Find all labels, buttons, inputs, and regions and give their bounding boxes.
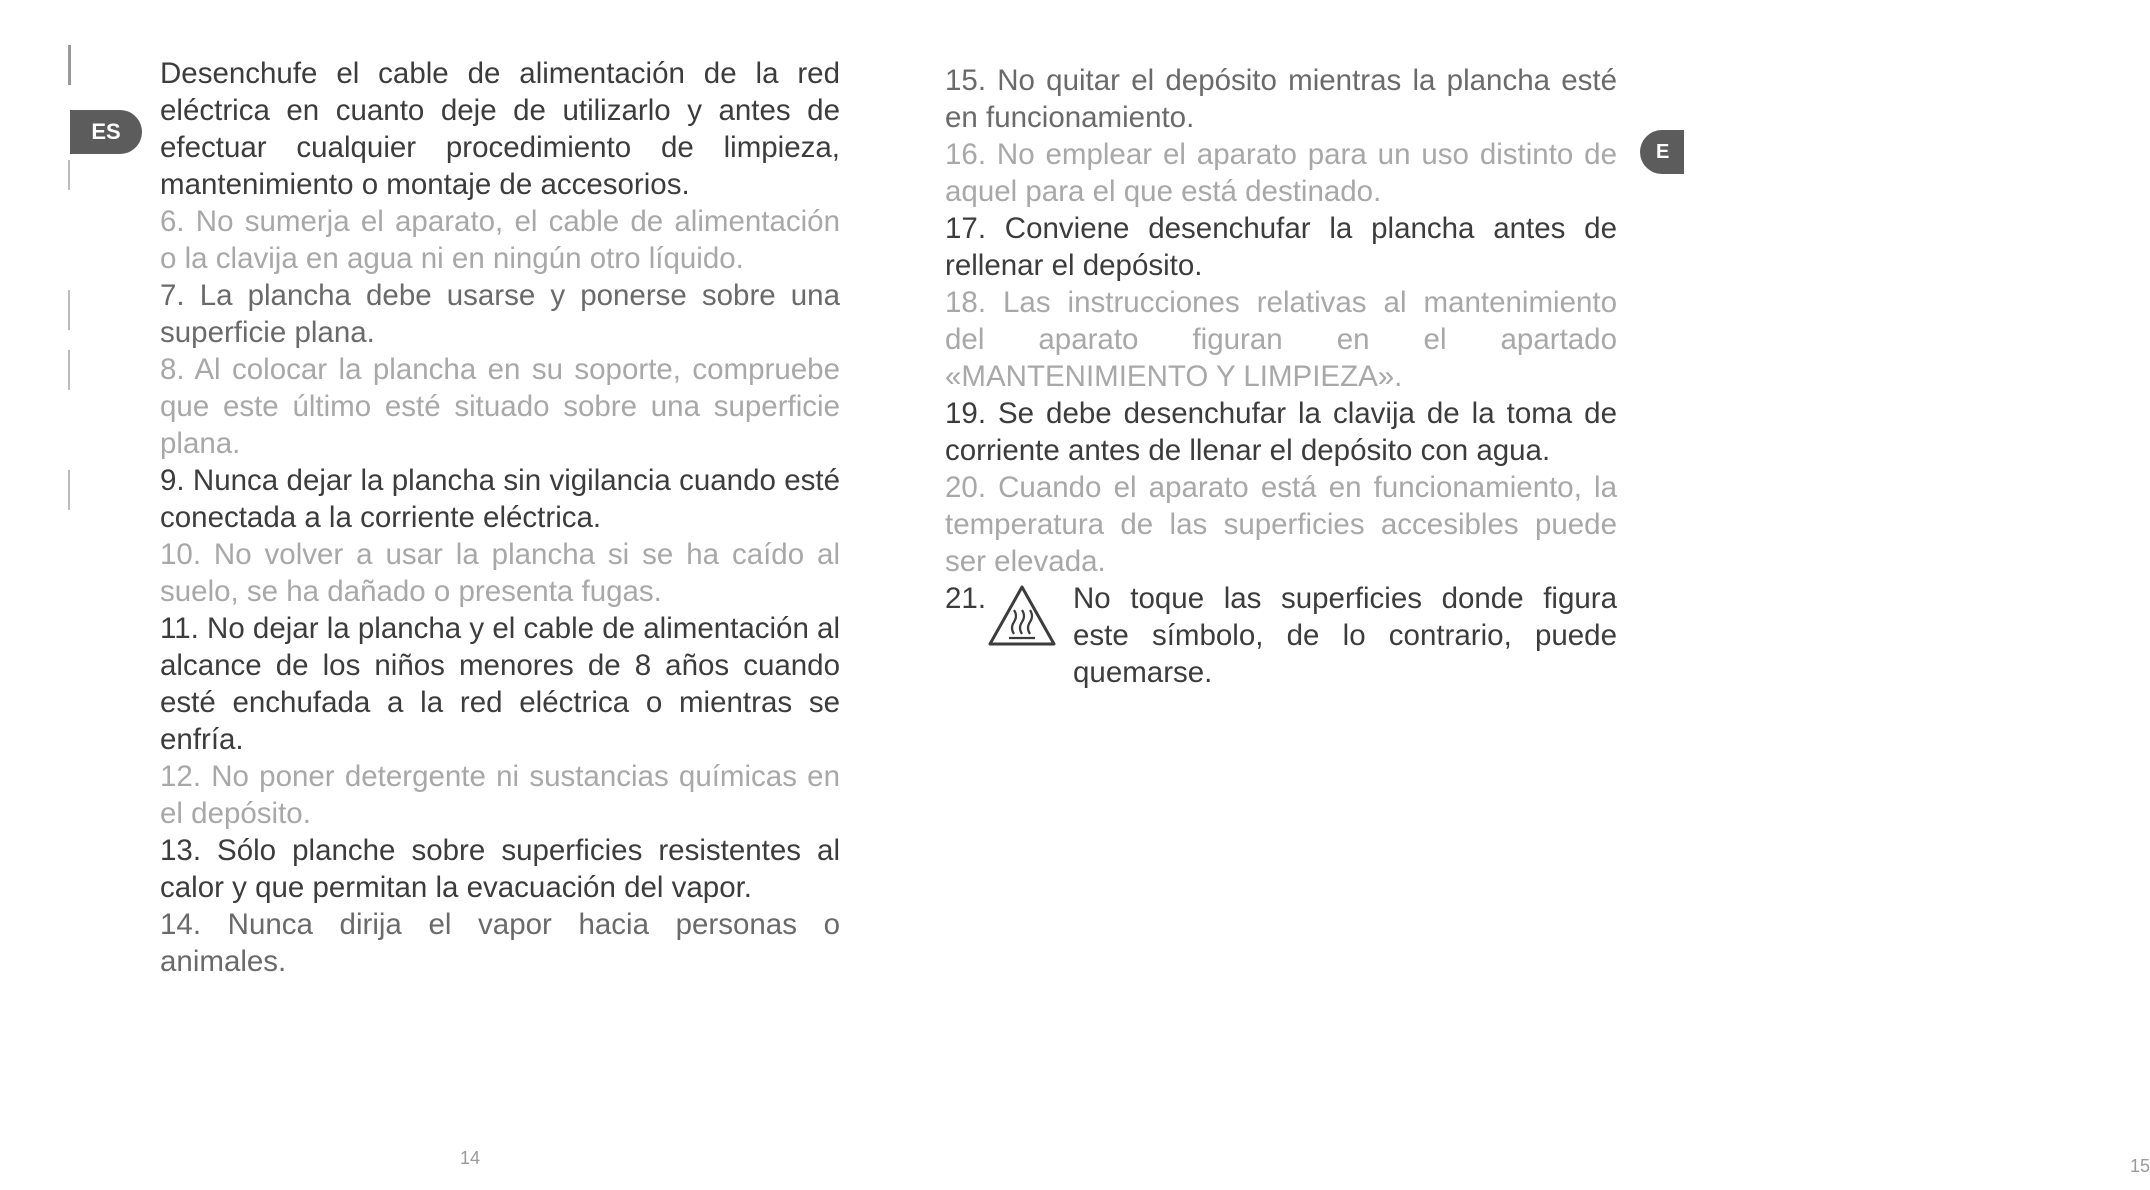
paragraph-10: 10. No volver a usar la plancha si se ha caído al suelo, se ha dañado o presenta fugas. xyxy=(160,538,840,608)
paragraph-19: 19. Se debe desenchufar la clavija de la toma de corriente antes de llenar el depósito con agua. xyxy=(945,397,1617,467)
language-tab-e: E xyxy=(1640,130,1684,174)
right-page xyxy=(850,0,2150,1190)
paragraph-6: 6. No sumerja el aparato, el cable de alimentación o la clavija en agua ni en ningún otro líquido. xyxy=(160,205,840,275)
left-text-column xyxy=(160,55,840,980)
paragraph-9: 9. Nunca dejar la plancha sin vigilancia cuando esté conectada a la corriente eléctrica. xyxy=(160,464,840,534)
item-21-text: No toque las superficies donde figura este símbolo, de lo contrario, puede quemarse. xyxy=(1073,582,1617,689)
paragraph-20: 20. Cuando el aparato está en funcionamiento, la temperatura de las superficies accesibles puede ser elevada. xyxy=(945,471,1617,578)
paragraph-13: 13. Sólo planche sobre superficies resistentes al calor y que permitan la evacuación del vapor. xyxy=(160,834,840,904)
paragraph-21 xyxy=(945,580,1617,691)
paragraph-16: 16. No emplear el aparato para un uso distinto de aquel para el que está destinado. xyxy=(945,138,1617,208)
left-page xyxy=(0,0,850,1190)
paragraph-7: 7. La plancha debe usarse y ponerse sobre una superficie plana. xyxy=(160,279,840,349)
paragraph-8: 8. Al colocar la plancha en su soporte, compruebe que este último esté situado sobre una superficie plana. xyxy=(160,353,840,460)
paragraph-unplug: Desenchufe el cable de alimentación de la red eléctrica en cuanto deje de utilizarlo y antes de efectuar cualquier procedimiento de limpieza, mantenimiento o montaje de accesorios. xyxy=(160,57,840,201)
page-number-right: 15 xyxy=(2130,1156,2150,1176)
language-tab-es: ES xyxy=(70,110,142,154)
paragraph-11: 11. No dejar la plancha y el cable de alimentación al alcance de los niños menores de 8 años cuando esté enchufada a la red eléctrica o mientras se enfría. xyxy=(160,612,841,756)
paragraph-14: 14. Nunca dirija el vapor hacia personas o animales. xyxy=(160,908,840,978)
paragraph-17: 17. Conviene desenchufar la plancha antes de rellenar el depósito. xyxy=(945,212,1617,282)
right-text-column xyxy=(945,62,1617,691)
item-21-number: 21. xyxy=(945,582,987,615)
hot-surface-warning-icon xyxy=(987,584,1057,648)
paragraph-12: 12. No poner detergente ni sustancias químicas en el depósito. xyxy=(160,760,840,830)
paragraph-15: 15. No quitar el depósito mientras la plancha esté en funcionamiento. xyxy=(945,64,1617,134)
page-number-left: 14 xyxy=(460,1148,481,1168)
paragraph-18: 18. Las instrucciones relativas al mantenimiento del aparato figuran en el apartado «MANTENIMIENTO Y LIMPIEZA». xyxy=(945,286,1617,393)
